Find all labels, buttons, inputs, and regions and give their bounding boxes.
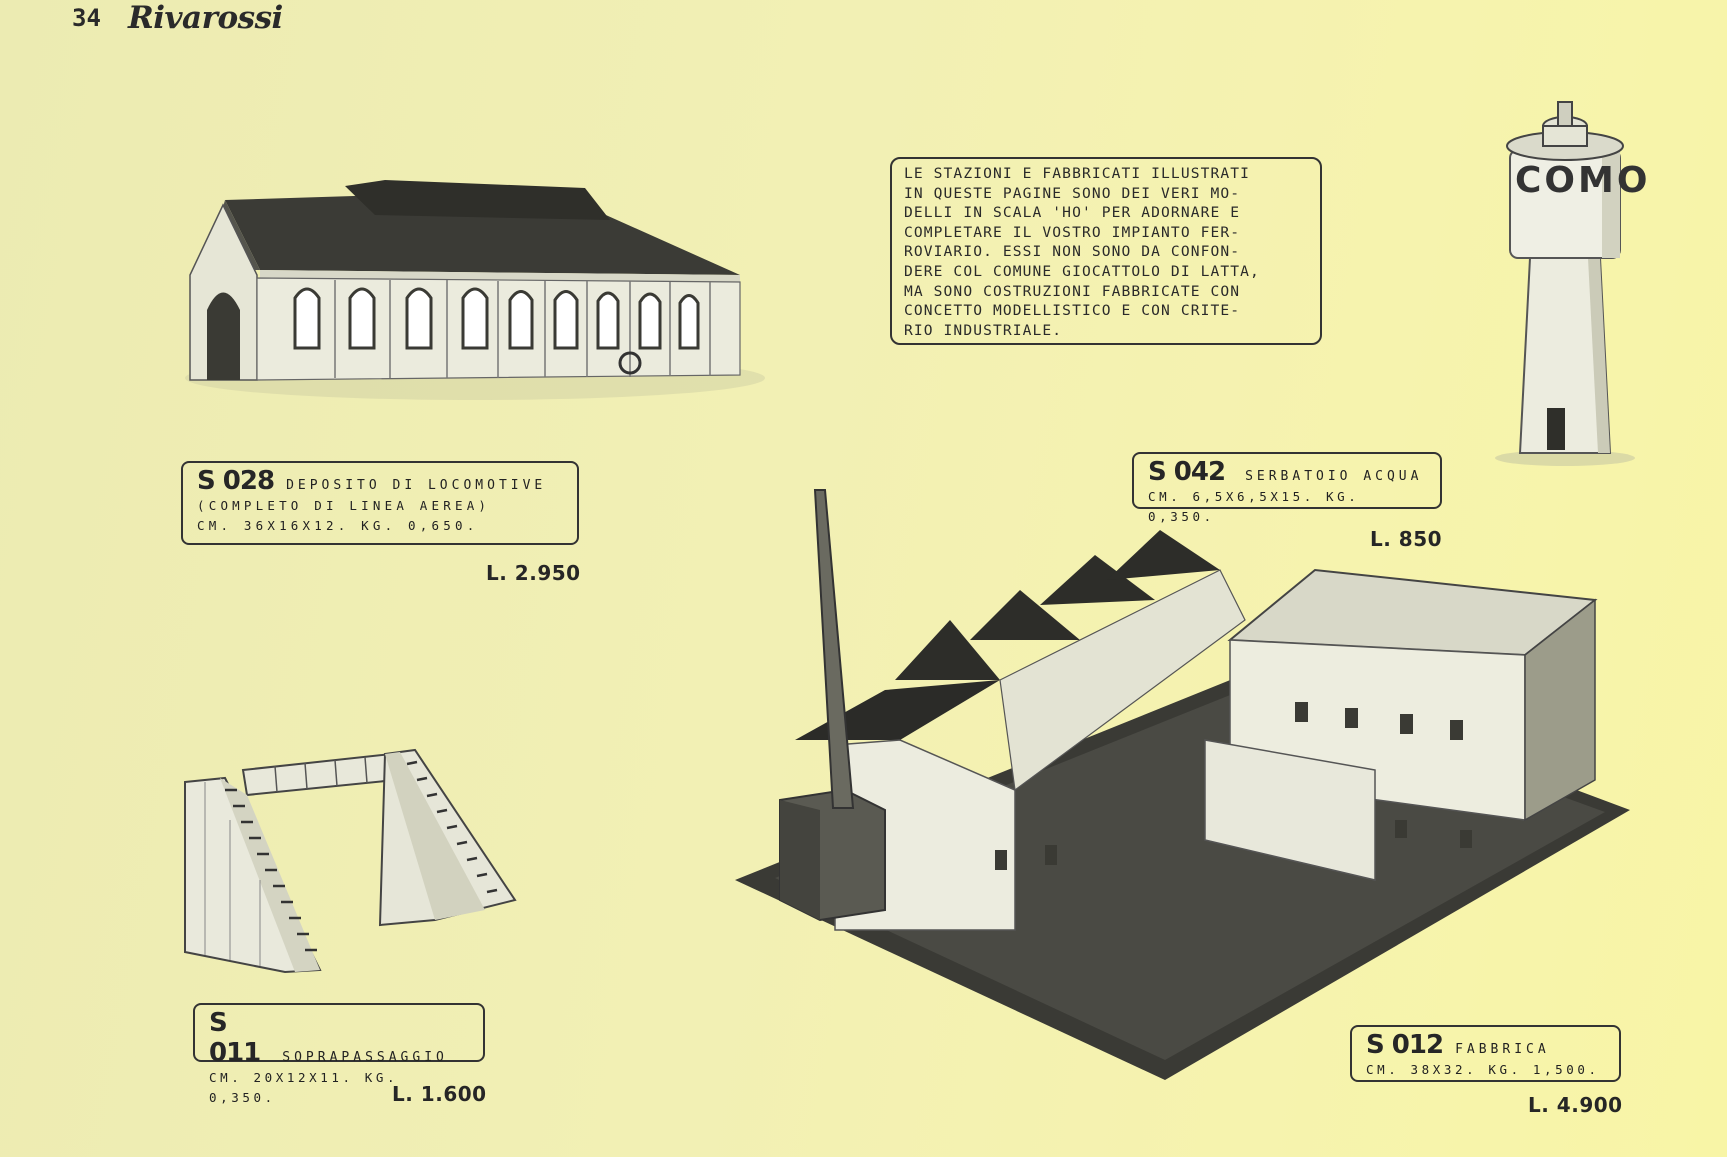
product-code: S 028 <box>197 466 275 496</box>
product-code: S 011 <box>209 1008 261 1068</box>
product-name: FABBRICA <box>1455 1042 1550 1057</box>
product-spec: CM. 36X16X12. KG. 0,650. <box>197 518 479 533</box>
product-name: SERBATOIO ACQUA <box>1245 469 1423 484</box>
product-name: SOPRAPASSAGGIO <box>282 1050 448 1065</box>
product-price: L. 4.900 <box>1528 1093 1623 1117</box>
water-tower-illustration <box>1490 98 1651 468</box>
footbridge-illustration <box>185 740 515 980</box>
product-name-line2: (COMPLETO DI LINEA AEREA) <box>197 498 491 513</box>
brand-logo: Rivarossi <box>128 0 283 36</box>
product-name: DEPOSITO DI LOCOMOTIVE <box>286 478 547 493</box>
product-code: S 012 <box>1366 1030 1444 1060</box>
locomotive-depot-illustration <box>185 180 755 410</box>
page-number: 34 <box>72 4 101 32</box>
product-spec: CM. 6,5X6,5X15. KG. 0,350. <box>1148 489 1360 524</box>
product-spec: CM. 20X12X11. KG. 0,350. <box>209 1070 399 1105</box>
product-price: L. 1.600 <box>392 1082 487 1106</box>
product-code: S 042 <box>1148 457 1226 487</box>
factory-illustration <box>735 490 1635 1080</box>
product-spec: CM. 38X32. KG. 1,500. <box>1366 1062 1600 1077</box>
product-label-s012 <box>1350 1025 1621 1082</box>
tower-lettering: COMO <box>1515 160 1651 201</box>
product-price: L. 850 <box>1370 527 1443 551</box>
product-price: L. 2.950 <box>486 561 581 585</box>
intro-text-box: LE STAZIONI E FABBRICATI ILLUSTRATI IN QUESTE PAGINE SONO DEI VERI MO- DELLI IN SCALA 'HO' PER ADORNARE E COMPLETARE IL VOSTRO IMPIANTO FER- ROVIARIO. ESSI NON SONO DA CONFON- DERE COL COMUNE GIOCATTOLO DI LATTA, MA SONO COSTRUZIONI FABBRICATE CON CONCETTO MODELLISTICO E CON CRITE- RIO INDUSTRIALE. <box>890 157 1322 345</box>
product-label-s028 <box>181 461 579 545</box>
